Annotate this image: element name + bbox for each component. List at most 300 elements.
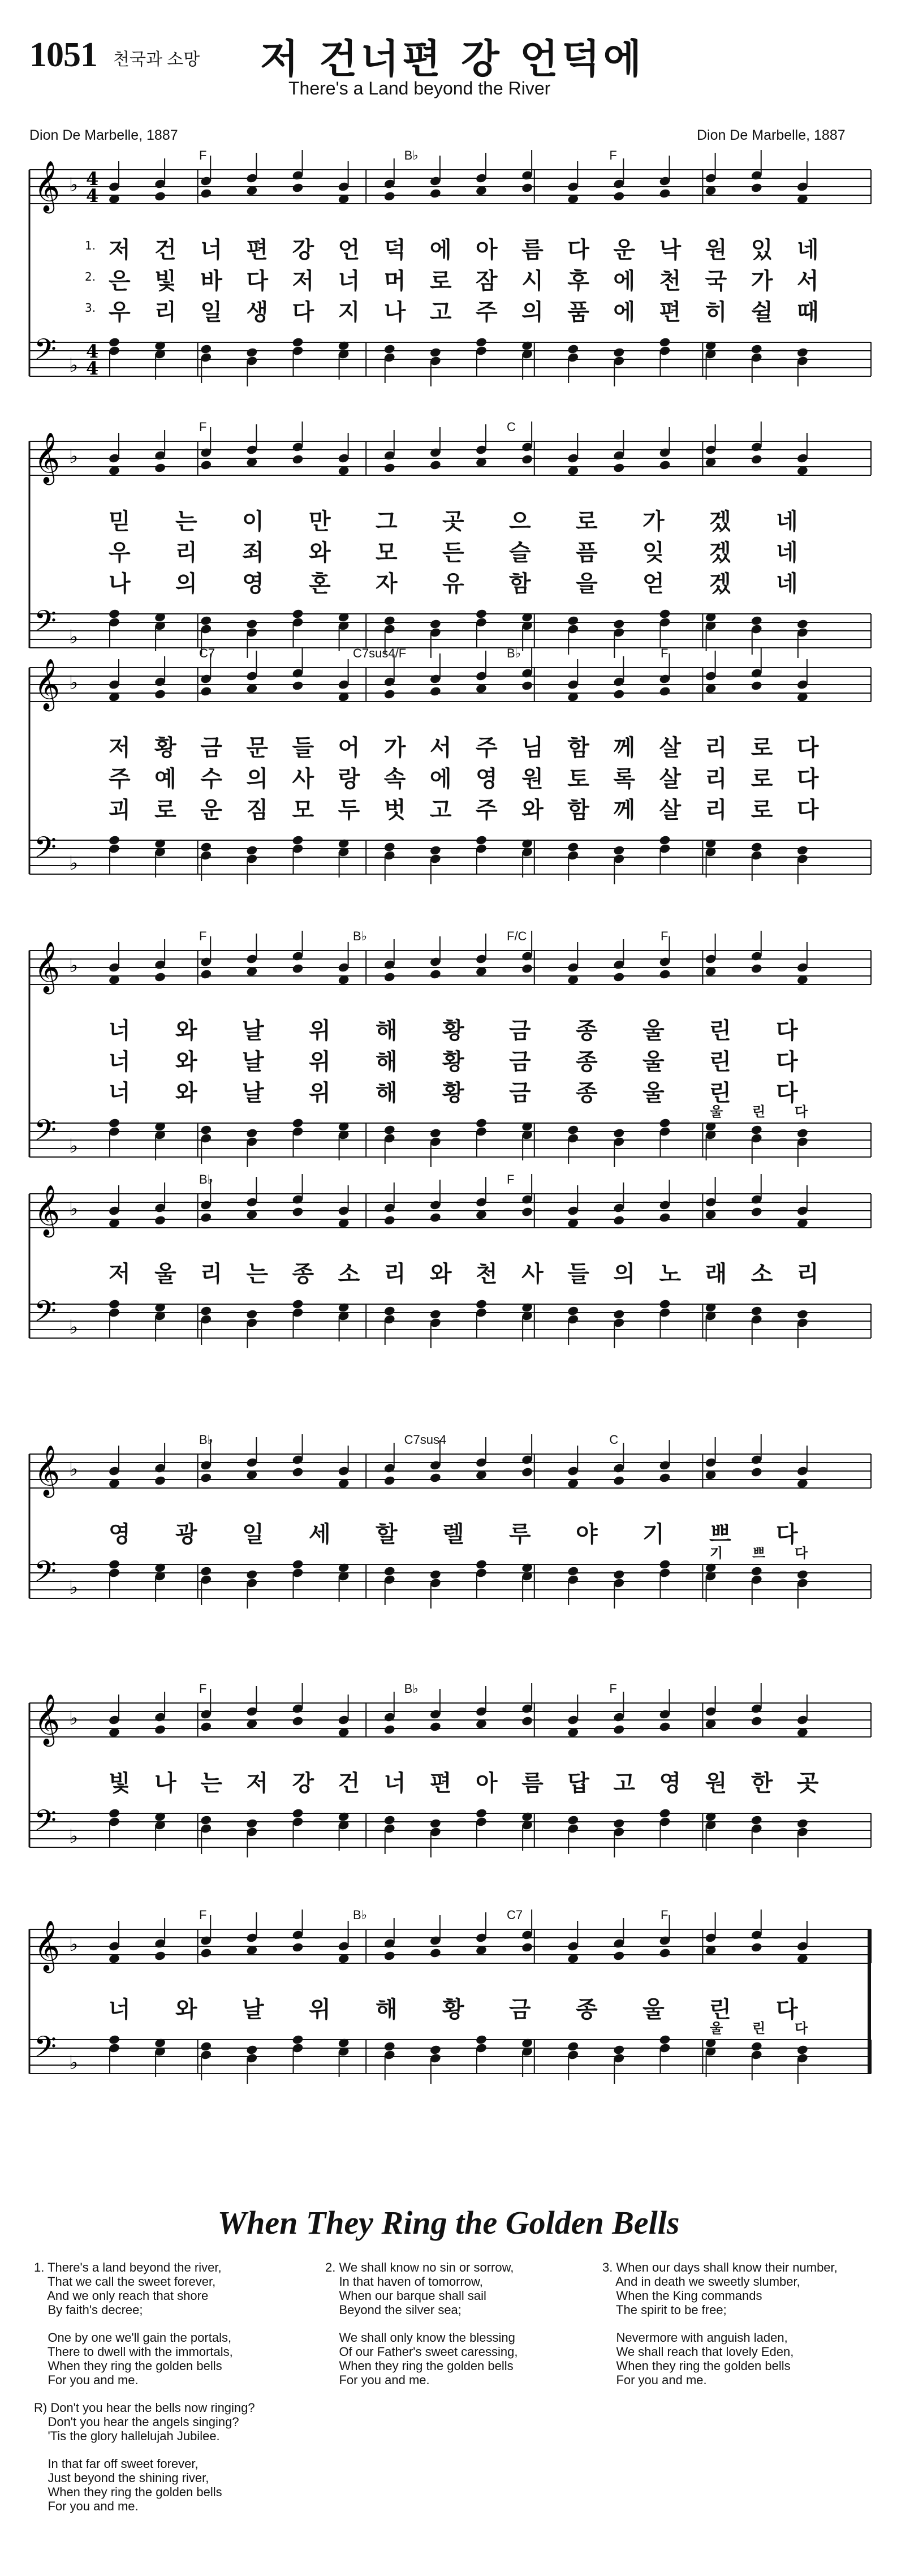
lyric-syllable: 일 bbox=[242, 1521, 264, 1547]
note bbox=[567, 343, 579, 383]
lyric-syllable: 금 bbox=[200, 735, 222, 761]
lyric-syllable: 로 bbox=[751, 797, 773, 823]
lyric-syllable: 종 bbox=[576, 1018, 598, 1044]
lyric-syllable: 덕 bbox=[383, 237, 406, 263]
lyric-syllable: 와 bbox=[175, 1997, 197, 2023]
lyric-row-verse-1 bbox=[0, 232, 897, 263]
humming-lyric: 린 bbox=[752, 2020, 766, 2036]
note bbox=[751, 1434, 763, 1478]
lyric-syllable: 름 bbox=[521, 237, 544, 263]
flat-key-icon: ♭ bbox=[69, 1198, 79, 1220]
lyric-syllable: 얻 bbox=[642, 571, 665, 597]
note bbox=[246, 1437, 258, 1481]
note bbox=[429, 347, 442, 386]
lyric-syllable: 금 bbox=[509, 1080, 531, 1106]
note bbox=[705, 2037, 717, 2077]
note bbox=[108, 1117, 120, 1157]
note bbox=[292, 608, 304, 648]
chord-symbol: B♭ bbox=[404, 148, 419, 162]
note bbox=[613, 939, 626, 983]
chord-symbol: F bbox=[507, 1172, 515, 1186]
lyric-syllable: 너 bbox=[109, 1080, 131, 1106]
lyric-syllable: 종 bbox=[292, 1261, 314, 1287]
note bbox=[751, 343, 763, 383]
note bbox=[383, 2041, 396, 2080]
note bbox=[751, 1683, 763, 1727]
note bbox=[751, 1814, 763, 1854]
verse-number: 2. bbox=[85, 270, 96, 283]
lyric-syllable: 루 bbox=[509, 1521, 531, 1547]
lyric-syllable: 겠 bbox=[709, 571, 731, 597]
bass-clef-icon: 𝄢 bbox=[34, 332, 57, 373]
chord-symbol: C bbox=[609, 1433, 619, 1447]
lyric-syllable: 영 bbox=[476, 766, 498, 792]
note bbox=[751, 1910, 763, 1953]
lyric-syllable: 금 bbox=[509, 1018, 531, 1044]
lyric-syllable: 어 bbox=[338, 735, 360, 761]
chord-symbol: C7 bbox=[199, 646, 215, 660]
note bbox=[108, 942, 120, 986]
lyric-syllable: 국 bbox=[705, 268, 727, 294]
note bbox=[383, 1566, 396, 1605]
note bbox=[475, 153, 488, 196]
note bbox=[796, 659, 809, 703]
note bbox=[705, 340, 717, 380]
lyric-syllable: 아 bbox=[476, 237, 498, 263]
note bbox=[200, 1566, 212, 1605]
note bbox=[429, 1569, 442, 1609]
note bbox=[338, 1185, 350, 1229]
note bbox=[383, 1443, 396, 1486]
lyric-syllable: 강 bbox=[292, 1770, 314, 1796]
note bbox=[751, 648, 763, 691]
note bbox=[705, 838, 717, 878]
note bbox=[246, 1569, 258, 1609]
lyric-syllable: 사 bbox=[521, 1261, 544, 1287]
lyric-syllable: 나 bbox=[383, 299, 406, 325]
lyric-syllable: 다 bbox=[776, 1018, 798, 1044]
flat-key-icon: ♭ bbox=[69, 1576, 79, 1599]
bass-clef-icon: 𝄢 bbox=[34, 1113, 57, 1154]
note bbox=[567, 1446, 579, 1489]
lyric-syllable: 리 bbox=[705, 766, 727, 792]
note bbox=[154, 1692, 166, 1735]
note bbox=[705, 1811, 717, 1851]
lyric-syllable: 들 bbox=[292, 735, 314, 761]
note bbox=[705, 1121, 717, 1160]
english-verse-2-cont: We shall only know the blessing Of our Father's sweet caressing, When they ring the golden bells For you and me. bbox=[339, 2330, 518, 2387]
chord-symbol: F bbox=[661, 1908, 669, 1922]
lyric-syllable: 일 bbox=[200, 299, 222, 325]
lyric-syllable: 네 bbox=[776, 509, 798, 535]
note bbox=[705, 153, 717, 196]
note bbox=[200, 841, 212, 881]
note bbox=[705, 1686, 717, 1730]
lyric-row-verse-2 bbox=[0, 1044, 897, 1075]
note bbox=[567, 1695, 579, 1738]
note bbox=[796, 942, 809, 986]
lyric-row-verse-3 bbox=[0, 1075, 897, 1106]
bass-clef-icon: 𝄢 bbox=[34, 604, 57, 645]
lyric-syllable: 리 bbox=[705, 797, 727, 823]
lyric-syllable: 린 bbox=[709, 1080, 731, 1106]
note bbox=[475, 835, 488, 874]
note bbox=[338, 838, 350, 878]
lyric-syllable: 록 bbox=[613, 766, 636, 792]
lyric-syllable: 살 bbox=[659, 735, 682, 761]
lyric-syllable: 위 bbox=[309, 1080, 331, 1106]
note bbox=[475, 424, 488, 468]
note bbox=[108, 1446, 120, 1489]
note bbox=[521, 1434, 533, 1478]
note bbox=[108, 337, 120, 376]
note bbox=[521, 648, 533, 691]
note bbox=[383, 656, 396, 700]
note bbox=[200, 2041, 212, 2080]
english-subtitle: There's a Land beyond the River bbox=[288, 78, 551, 98]
note bbox=[705, 1302, 717, 1341]
note bbox=[521, 838, 533, 878]
note bbox=[154, 158, 166, 202]
note bbox=[246, 1818, 258, 1857]
lyric-syllable: 렐 bbox=[442, 1521, 464, 1547]
note bbox=[338, 942, 350, 986]
lyric-syllable: 강 bbox=[292, 237, 314, 263]
note bbox=[338, 1921, 350, 1964]
humming-lyric: 다 bbox=[795, 2020, 808, 2036]
note bbox=[475, 337, 488, 376]
english-verse-column-3 bbox=[602, 2260, 838, 2401]
note bbox=[659, 1298, 671, 1338]
note bbox=[475, 608, 488, 648]
english-verse-column-2 bbox=[325, 2260, 518, 2401]
lyric-syllable: 너 bbox=[109, 1018, 131, 1044]
humming-lyric: 기 bbox=[710, 1545, 723, 1561]
note bbox=[154, 1121, 166, 1160]
flat-key-icon: ♭ bbox=[69, 1933, 79, 1956]
lyric-syllable: 이 bbox=[242, 509, 264, 535]
lyric-syllable: 다 bbox=[246, 268, 269, 294]
lyric-syllable: 을 bbox=[576, 571, 598, 597]
lyric-syllable: 겠 bbox=[709, 509, 731, 535]
lyric-syllable: 만 bbox=[309, 509, 331, 535]
lyric-syllable: 우 bbox=[109, 299, 131, 325]
flat-key-icon: ♭ bbox=[69, 1135, 79, 1158]
note bbox=[567, 1814, 579, 1854]
lyric-syllable: 기 bbox=[642, 1521, 665, 1547]
note bbox=[796, 161, 809, 205]
lyric-syllable: 살 bbox=[659, 797, 682, 823]
note bbox=[613, 347, 626, 386]
lyric-syllable: 울 bbox=[642, 1018, 665, 1044]
note bbox=[567, 1566, 579, 1605]
lyric-syllable: 너 bbox=[109, 1997, 131, 2023]
note bbox=[292, 337, 304, 376]
chord-symbol: C7 bbox=[507, 1908, 523, 1922]
lyric-row-verse-1 bbox=[0, 504, 897, 535]
lyric-syllable: 다 bbox=[567, 237, 589, 263]
note bbox=[429, 1180, 442, 1223]
note bbox=[705, 1562, 717, 1602]
lyric-syllable: 든 bbox=[442, 540, 464, 566]
lyric-syllable: 들 bbox=[567, 1261, 589, 1287]
humming-lyric: 쁘 bbox=[752, 1545, 766, 1561]
note bbox=[475, 1437, 488, 1481]
note bbox=[292, 1174, 304, 1218]
lyric-row-verse-3 bbox=[0, 294, 897, 325]
lyric-syllable: 슬 bbox=[509, 540, 531, 566]
note bbox=[154, 1918, 166, 1962]
note bbox=[567, 2041, 579, 2080]
lyric-syllable: 바 bbox=[200, 268, 222, 294]
lyric-syllable: 와 bbox=[175, 1018, 197, 1044]
note bbox=[659, 1180, 671, 1223]
lyric-syllable: 편 bbox=[429, 1770, 452, 1796]
lyric-row-verse-2 bbox=[0, 535, 897, 566]
note bbox=[796, 1128, 809, 1167]
english-song-title: When They Ring the Golden Bells bbox=[217, 2204, 680, 2241]
lyric-row-verse-2 bbox=[0, 263, 897, 294]
lyric-syllable: 다 bbox=[776, 1080, 798, 1106]
note bbox=[292, 1559, 304, 1598]
note bbox=[246, 1912, 258, 1956]
note bbox=[567, 433, 579, 476]
lyric-syllable: 모 bbox=[292, 797, 314, 823]
note bbox=[705, 1912, 717, 1956]
lyric-syllable: 리 bbox=[796, 1261, 819, 1287]
note bbox=[383, 158, 396, 202]
flat-key-icon: ♭ bbox=[69, 672, 79, 694]
note bbox=[108, 1298, 120, 1338]
note bbox=[108, 1185, 120, 1229]
hymn-number: 1051 bbox=[29, 36, 97, 74]
chord-symbol: F bbox=[199, 1908, 207, 1922]
note bbox=[613, 1182, 626, 1226]
note bbox=[521, 340, 533, 380]
treble-clef-icon: 𝄞 bbox=[34, 1694, 61, 1745]
note bbox=[613, 2044, 626, 2084]
lyric-syllable: 네 bbox=[776, 571, 798, 597]
note bbox=[246, 153, 258, 196]
note bbox=[154, 1811, 166, 1851]
lyric-syllable: 건 bbox=[154, 237, 176, 263]
time-signature: 4 bbox=[86, 168, 99, 190]
note bbox=[154, 2037, 166, 2077]
note bbox=[659, 337, 671, 376]
lyric-syllable: 님 bbox=[521, 735, 544, 761]
note bbox=[567, 841, 579, 881]
note bbox=[475, 934, 488, 977]
note bbox=[659, 1559, 671, 1598]
lyric-syllable: 린 bbox=[709, 1049, 731, 1075]
lyric-syllable: 네 bbox=[776, 540, 798, 566]
flat-key-icon: ♭ bbox=[69, 445, 79, 468]
lyric-syllable: 의 bbox=[613, 1261, 636, 1287]
lyric-syllable: 황 bbox=[442, 1049, 464, 1075]
note bbox=[796, 845, 809, 884]
lyric-syllable: 해 bbox=[376, 1049, 398, 1075]
lyric-syllable: 저 bbox=[246, 1770, 269, 1796]
lyric-syllable: 원 bbox=[705, 237, 727, 263]
note bbox=[475, 1177, 488, 1220]
chord-symbol: C7sus4 bbox=[404, 1433, 447, 1447]
humming-lyric: 다 bbox=[795, 1104, 808, 1120]
lyric-syllable: 날 bbox=[242, 1080, 264, 1106]
lyric-syllable: 네 bbox=[796, 237, 819, 263]
verse-number: 1. bbox=[85, 239, 96, 252]
lyric-syllable: 와 bbox=[309, 540, 331, 566]
note bbox=[383, 1814, 396, 1854]
note bbox=[475, 1808, 488, 1847]
lyric-syllable: 픔 bbox=[576, 540, 598, 566]
note bbox=[429, 1689, 442, 1732]
note bbox=[108, 659, 120, 703]
lyric-syllable: 와 bbox=[429, 1261, 452, 1287]
lyric-syllable: 유 bbox=[442, 571, 464, 597]
lyric-row-verse-2 bbox=[0, 761, 897, 792]
lyric-syllable: 쉴 bbox=[751, 299, 773, 325]
note bbox=[200, 343, 212, 383]
time-signature: 4 bbox=[86, 341, 99, 362]
note bbox=[246, 347, 258, 386]
lyric-syllable: 서 bbox=[429, 735, 452, 761]
note bbox=[383, 343, 396, 383]
note bbox=[246, 1177, 258, 1220]
note bbox=[292, 931, 304, 974]
lyric-syllable: 다 bbox=[776, 1049, 798, 1075]
flat-key-icon: ♭ bbox=[69, 1825, 79, 1848]
lyric-syllable: 죄 bbox=[242, 540, 264, 566]
lyric-syllable: 다 bbox=[796, 797, 819, 823]
chord-symbol: F/C bbox=[507, 929, 527, 943]
note bbox=[338, 659, 350, 703]
lyric-syllable: 는 bbox=[200, 1770, 222, 1796]
lyric-row-verse-1 bbox=[0, 1516, 897, 1545]
note bbox=[338, 340, 350, 380]
lyric-syllable: 로 bbox=[576, 509, 598, 535]
chord-symbol: B♭ bbox=[507, 646, 521, 660]
lyric-syllable: 주 bbox=[109, 766, 131, 792]
note bbox=[475, 1912, 488, 1956]
lyric-syllable: 서 bbox=[796, 268, 819, 294]
bass-clef-icon: 𝄢 bbox=[34, 2029, 57, 2071]
note bbox=[246, 1309, 258, 1348]
note bbox=[521, 1302, 533, 1341]
note bbox=[567, 1305, 579, 1345]
note bbox=[475, 2034, 488, 2074]
note bbox=[705, 651, 717, 694]
lyric-syllable: 해 bbox=[376, 1080, 398, 1106]
chord-symbol: B♭ bbox=[199, 1172, 214, 1186]
lyric-syllable: 주 bbox=[476, 735, 498, 761]
note bbox=[796, 347, 809, 386]
note bbox=[292, 422, 304, 465]
lyric-syllable: 할 bbox=[376, 1521, 398, 1547]
lyric-syllable: 곳 bbox=[796, 1770, 819, 1796]
note bbox=[108, 1808, 120, 1847]
note bbox=[705, 424, 717, 468]
note bbox=[659, 835, 671, 874]
lyric-syllable: 에 bbox=[429, 237, 452, 263]
lyric-syllable: 의 bbox=[521, 299, 544, 325]
note bbox=[292, 1808, 304, 1847]
lyric-syllable: 다 bbox=[292, 299, 314, 325]
note bbox=[154, 838, 166, 878]
note bbox=[429, 1915, 442, 1959]
lyric-syllable: 다 bbox=[796, 766, 819, 792]
chord-symbol: C7sus4/F bbox=[353, 646, 407, 660]
lyric-row-verse-1 bbox=[0, 1256, 897, 1287]
treble-clef-icon: 𝄞 bbox=[34, 1445, 61, 1496]
note bbox=[108, 1921, 120, 1964]
lyric-syllable: 속 bbox=[383, 766, 406, 792]
lyric-syllable: 너 bbox=[200, 237, 222, 263]
note bbox=[659, 608, 671, 648]
lyric-syllable: 영 bbox=[109, 1521, 131, 1547]
note bbox=[338, 1121, 350, 1160]
lyric-syllable: 가 bbox=[642, 509, 665, 535]
note bbox=[796, 1921, 809, 1964]
note bbox=[154, 1562, 166, 1602]
chord-symbol: B♭ bbox=[353, 929, 368, 943]
note bbox=[383, 1124, 396, 1164]
flat-key-icon: ♭ bbox=[69, 2052, 79, 2074]
lyric-syllable: 랑 bbox=[338, 766, 360, 792]
note bbox=[705, 934, 717, 977]
note bbox=[705, 1177, 717, 1220]
note bbox=[338, 2037, 350, 2077]
note bbox=[200, 1814, 212, 1854]
note bbox=[383, 939, 396, 983]
flat-key-icon: ♭ bbox=[69, 852, 79, 875]
lyric-syllable: 겠 bbox=[709, 540, 731, 566]
lyric-syllable: 로 bbox=[751, 766, 773, 792]
lyric-syllable: 황 bbox=[442, 1080, 464, 1106]
lyric-syllable: 리 bbox=[705, 735, 727, 761]
lyric-syllable: 수 bbox=[200, 766, 222, 792]
note bbox=[521, 1683, 533, 1727]
humming-lyric: 린 bbox=[752, 1104, 766, 1120]
lyric-syllable: 함 bbox=[567, 797, 589, 823]
lyric-syllable: 고 bbox=[429, 299, 452, 325]
bass-clef-icon: 𝄢 bbox=[34, 830, 57, 871]
note bbox=[383, 1692, 396, 1735]
composer-credit-right: Dion De Marbelle, 1887 bbox=[697, 127, 846, 143]
lyric-syllable: 나 bbox=[109, 571, 131, 597]
lyric-syllable: 종 bbox=[576, 1049, 598, 1075]
lyric-syllable: 함 bbox=[567, 735, 589, 761]
note bbox=[613, 1569, 626, 1609]
lyric-syllable: 름 bbox=[521, 1770, 544, 1796]
note bbox=[613, 430, 626, 474]
note bbox=[751, 1124, 763, 1164]
chord-symbol: F bbox=[661, 929, 669, 943]
lyric-syllable: 리 bbox=[383, 1261, 406, 1287]
note bbox=[796, 2044, 809, 2084]
note bbox=[521, 150, 533, 193]
note bbox=[751, 1174, 763, 1218]
note bbox=[383, 841, 396, 881]
treble-clef-icon: 𝄞 bbox=[34, 1920, 61, 1971]
note bbox=[108, 835, 120, 874]
lyric-row-verse-1 bbox=[0, 1992, 897, 2023]
lyric-syllable: 는 bbox=[246, 1261, 269, 1287]
note bbox=[567, 942, 579, 986]
note bbox=[338, 1562, 350, 1602]
note bbox=[338, 433, 350, 476]
lyric-syllable: 저 bbox=[292, 268, 314, 294]
lyric-syllable: 노 bbox=[659, 1261, 682, 1287]
